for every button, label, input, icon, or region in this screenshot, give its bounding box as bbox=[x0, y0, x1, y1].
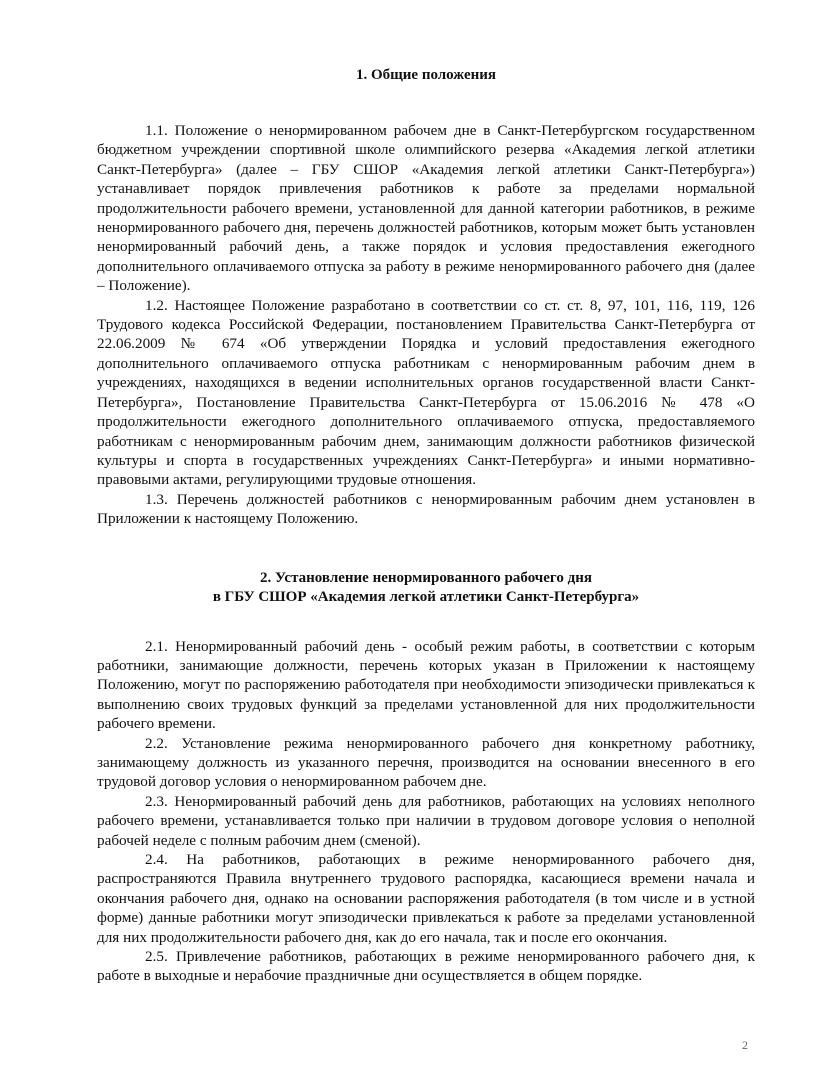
paragraph-2-2: 2.2. Установление режима ненормированного рабочего дня конкретному работнику, занимающему должность из указанного перечня, производится на основании внесенного в его трудовой договор условия о ненормированном рабочем дне. bbox=[97, 734, 755, 791]
page-number: 2 bbox=[742, 1038, 748, 1052]
paragraph-2-4: 2.4. На работников, работающих в режиме ненормированного рабочего дня, распространяются Правила внутреннего трудового распорядка, касающиеся времени начала и окончания рабочего дня, однако на основании распоряжения работодателя (в том числе и в устной форме) данные работники могут эпизодически привлекаться к работе за пределами установленной для них продолжительности рабочего дня, как до его начала, так и после его окончания. bbox=[97, 851, 755, 946]
paragraph-2-5: 2.5. Привлечение работников, работающих в режиме ненормированного рабочего дня, к работе в выходные и нерабочие праздничные дни осуществляется в общем порядке. bbox=[97, 948, 755, 985]
paragraph-1-1: 1.1. Положение о ненормированном рабочем дне в Санкт-Петербургском государственном бюджетном учреждении спортивной школе олимпийского резерва «Академия легкой атлетики Санкт-Петербурга» (далее – ГБУ СШОР «Академия легкой атлетики Санкт-Петербурга») устанавливает порядок привлечения работников к работе за пределами нормальной продолжительности рабочего времени, установленной для данной категории работников, в режиме ненормированного рабочего дня, перечень должностей работников, которым может быть установлен ненормированный рабочий день, а также порядок и условия предоставления ежегодного дополнительного оплачиваемого отпуска за работу в режиме ненормированного рабочего дня (далее – Положение). bbox=[97, 122, 755, 295]
section-2-title-line-2: в ГБУ СШОР «Академия легкой атлетики Санкт-Петербурга» bbox=[212, 588, 640, 605]
paragraph-1-2: 1.2. Настоящее Положение разработано в соответствии со ст. ст. 8, 97, 101, 116, 119, 126 Трудового кодекса Российской Федерации, постановлением Правительства Санкт-Петербурга от 22.06.2009 № 674 «Об утверждении Порядка и условий предоставления ежегодного дополнительного оплачиваемого отпуска работникам с ненормированным рабочим днем в учреждениях, находящихся в ведении исполнительных органов государственной власти Санкт-Петербурга», Постановление Правительства Санкт-Петербурга от 15.06.2016 № 478 «О продолжительности ежегодного дополнительного оплачиваемого отпуска, предоставляемого работникам с ненормированным рабочим днем, занимающим должности работников физической культуры и спорта в государственных учреждениях Санкт-Петербурга» и иными нормативно-правовыми актами, регулирующими трудовые отношения. bbox=[97, 296, 755, 489]
section-2-title bbox=[97, 569, 755, 607]
paragraph-2-3: 2.3. Ненормированный рабочий день для работников, работающих на условиях неполного рабочего времени, устанавливается только при наличии в трудовом договоре условия о неполной рабочей неделе с полным рабочим днем (сменой). bbox=[97, 792, 755, 849]
document-body bbox=[97, 66, 755, 986]
section-2-title-line-1: 2. Установление ненормированного рабочего дня bbox=[260, 569, 592, 586]
section-1-title: 1. Общие положения bbox=[355, 67, 497, 83]
paragraph-2-1: 2.1. Ненормированный рабочий день - особый режим работы, в соответствии с которым работники, занимающие должности, перечень которых указан в Приложении к настоящему Положению, могут по распоряжению работодателя при необходимости эпизодически привлекаться к выполнению своих трудовых функций за пределами установленной для них продолжительности рабочего времени. bbox=[97, 637, 755, 733]
paragraph-1-3: 1.3. Перечень должностей работников с ненормированным рабочим днем установлен в Приложении к настоящему Положению. bbox=[97, 490, 755, 528]
